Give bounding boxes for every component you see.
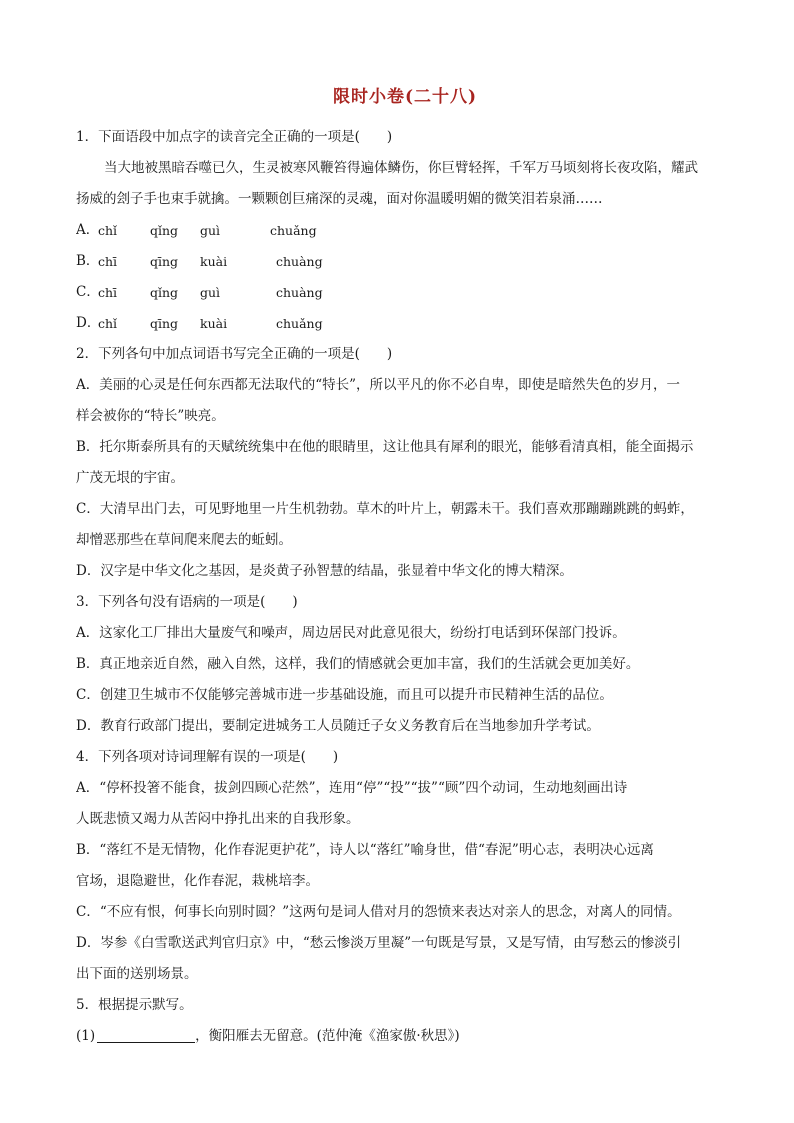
pinyin: chī — [98, 285, 118, 300]
pinyin: kuài — [200, 316, 228, 331]
question-1-passage-line-1: 当大地被黑暗吞噬已久，生灵被寒风鞭笞得遍体鳞伤，你巨臂轻挥，千军万马顷刻将长夜攻陷，耀武 — [104, 160, 698, 176]
pinyin: kuài — [200, 254, 228, 269]
question-1-option-c — [76, 277, 734, 308]
question-3-line: D．教育行政部门提出，要制定进城务工人员随迁子女义务教育后在当地参加升学考试。 — [76, 718, 600, 734]
pinyin: chǐ — [98, 316, 118, 331]
question-1-option-b — [76, 246, 734, 277]
pinyin: chuǎng — [276, 316, 323, 331]
pinyin: chǐ — [98, 223, 118, 238]
pinyin: chuàng — [276, 285, 323, 300]
question-1-option-a — [76, 215, 734, 246]
question-5-item-1 — [76, 1021, 734, 1052]
question-4-line: D．岑参《白雪歌送武判官归京》中，“愁云惨淡万里凝”一句既是写景，又是写情，由写愁云的惨淡引 — [76, 935, 682, 951]
pinyin: qīng — [150, 316, 179, 331]
question-4-line: C．“不应有恨，何事长向别时圆？”这两句是词人借对月的怨愤来表达对亲人的思念，对离人的同情。 — [76, 904, 681, 920]
fill-in-blank[interactable] — [97, 1026, 195, 1043]
question-1-option-d — [76, 308, 734, 339]
pinyin: guì — [200, 285, 221, 300]
option-label: B． — [76, 253, 100, 269]
question-2-line: A．美丽的心灵是任何东西都无法取代的“特长”，所以平凡的你不必自卑，即使是暗然失色的岁月，一 — [76, 377, 681, 393]
item-number: (1) — [76, 1028, 96, 1044]
question-2-stem: 2．下列各句中加点词语书写完全正确的一项是( ) — [76, 346, 393, 362]
question-1-stem: 1．下面语段中加点字的读音完全正确的一项是( ) — [76, 129, 393, 145]
option-label: D． — [76, 315, 101, 331]
pinyin: qǐng — [150, 285, 179, 300]
pinyin: qǐng — [150, 223, 179, 238]
question-3-line: C．创建卫生城市不仅能够完善城市进一步基础设施，而且可以提升市民精神生活的品位。 — [76, 687, 613, 703]
question-3-stem: 3．下列各句没有语病的一项是( ) — [76, 594, 298, 610]
pinyin: chuǎng — [270, 223, 317, 238]
item-text: ，衡阳雁去无留意。(范仲淹《渔家傲·秋思》) — [195, 1028, 460, 1044]
option-label: C． — [76, 284, 100, 300]
question-4-stem: 4．下列各项对诗词理解有误的一项是( ) — [76, 749, 339, 765]
option-label: A． — [76, 222, 100, 238]
question-5-stem: 5．根据提示默写。 — [76, 997, 193, 1013]
question-3-line: A．这家化工厂排出大量废气和噪声，周边居民对此意见很大，纷纷打电话到环保部门投诉。 — [76, 625, 626, 641]
question-4-line: 出下面的送别场景。 — [76, 966, 198, 982]
question-1-passage-line-2: 扬威的刽子手也束手就擒。一颗颗创巨痛深的灵魂，面对你温暖明媚的微笑泪若泉涌…… — [76, 191, 603, 207]
pinyin: chī — [98, 254, 118, 269]
question-2-line: 广茂无垠的宇宙。 — [76, 470, 184, 486]
question-3-line: B．真正地亲近自然，融入自然，这样，我们的情感就会更加丰富，我们的生活就会更加美好。 — [76, 656, 640, 672]
question-4-line: 官场，退隐避世，化作春泥，栽桃培李。 — [76, 873, 319, 889]
question-2-line: D．汉字是中华文化之基因，是炎黄子孙智慧的结晶，张显着中华文化的博大精深。 — [76, 563, 573, 579]
page-title: 限时小卷(二十八) — [332, 87, 478, 107]
pinyin: chuàng — [276, 254, 323, 269]
question-2-line: C．大清早出门去，可见野地里一片生机勃勃。草木的叶片上，朝露未干。我们喜欢那蹦蹦跳跳的蚂蚱， — [76, 501, 694, 517]
pinyin: guì — [200, 223, 221, 238]
question-2-line: 样会被你的“特长”映亮。 — [76, 408, 225, 424]
pinyin: qīng — [150, 254, 179, 269]
question-2-line: B．托尔斯泰所具有的天赋统统集中在他的眼睛里，这让他具有犀利的眼光，能够看清真相，能全面揭示 — [76, 439, 694, 455]
question-4-line: B．“落红不是无情物，化作春泥更护花”，诗人以“落红”喻身世，借“春泥”明心志，表明决心远离 — [76, 842, 654, 858]
question-4-line: A．“停杯投箸不能食，拔剑四顾心茫然”，连用“停”“投”“拔”“顾”四个动词，生动地刻画出诗 — [76, 780, 628, 796]
question-4-line: 人既悲愤又竭力从苦闷中挣扎出来的自我形象。 — [76, 811, 360, 827]
question-2-line: 却憎恶那些在草间爬来爬去的蚯蚓。 — [76, 532, 292, 548]
